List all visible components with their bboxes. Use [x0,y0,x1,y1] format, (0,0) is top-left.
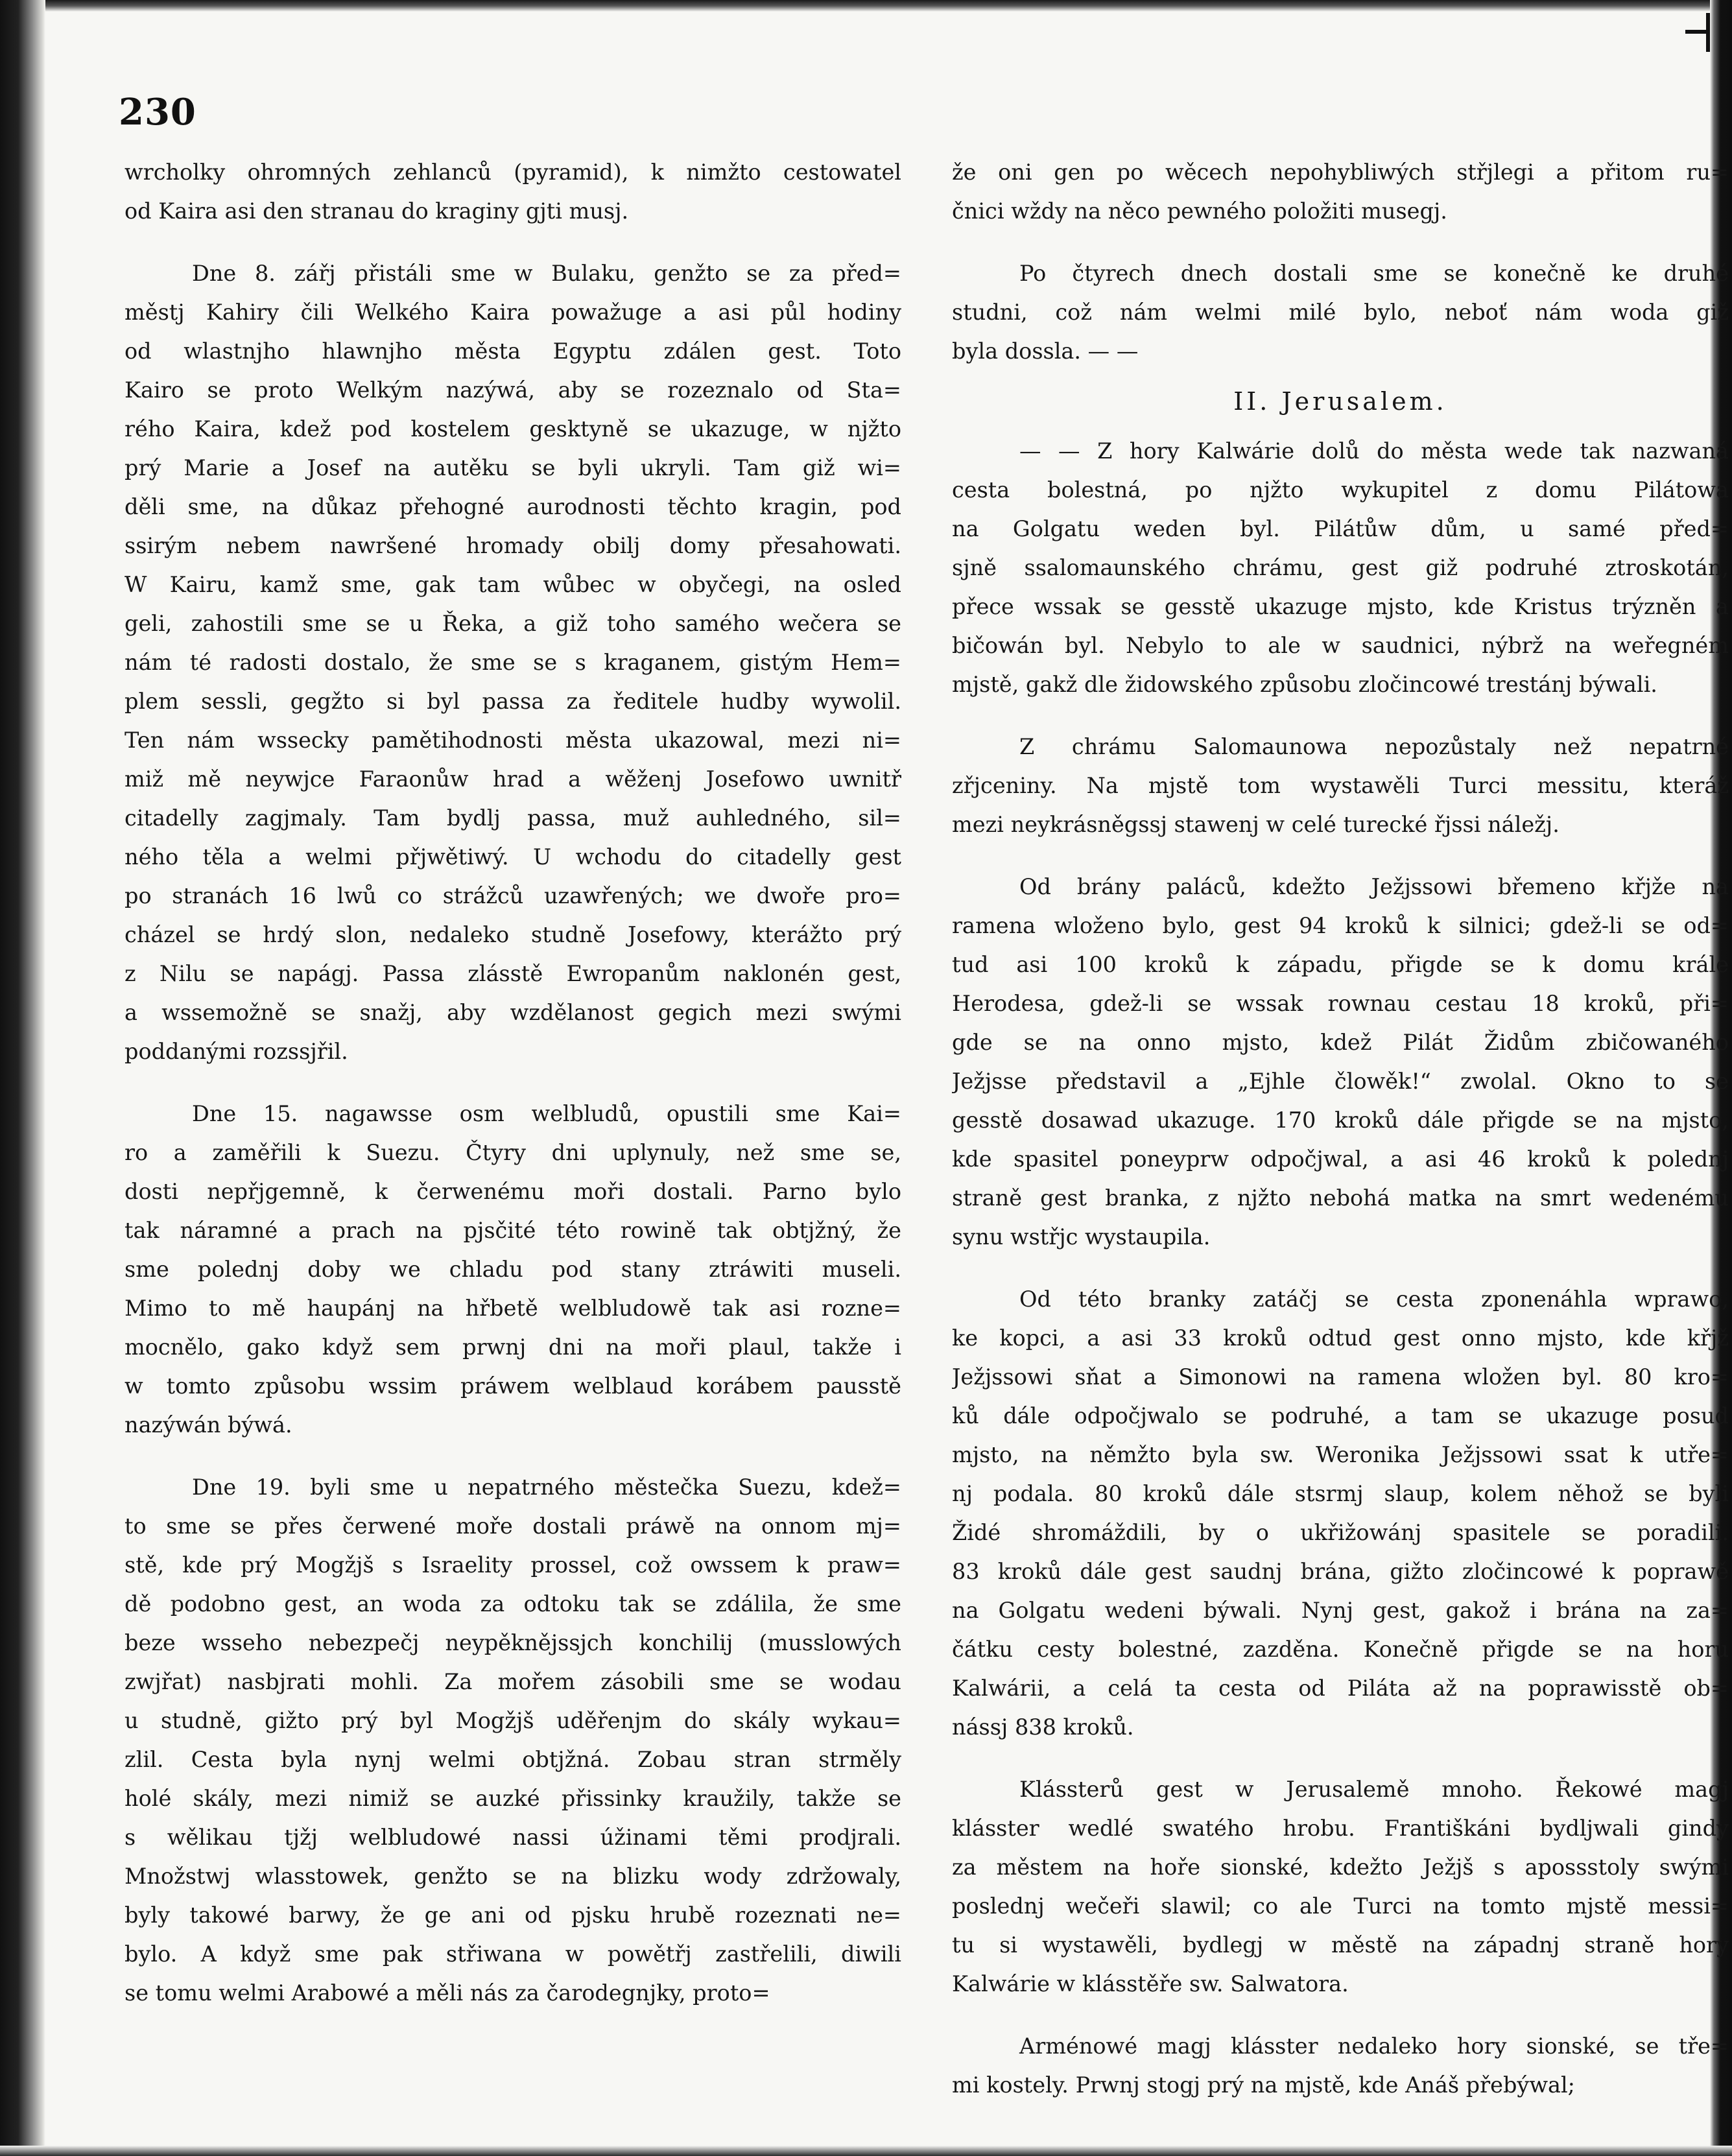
text-line: tud asi 100 kroků k západu, přigde se k domu krále [952,952,1729,977]
paragraph-gap [952,1257,1729,1280]
paragraph [952,1770,1729,2004]
paragraph [125,153,901,231]
text-line: ro a zaměřili k Suezu. Čtyry dni uplynuly, než sme se, [125,1140,901,1165]
text-line: zwjřat) nasbjrati mohli. Za mořem zásobili sme se wodau [125,1669,901,1694]
text-line: poddanými rozssjřil. [125,1039,348,1064]
text-line: mi kostely. Prwnj stogj prý na mjstě, kde Anáš přebýwal; [952,2072,1575,2098]
text-line: po stranách 16 lwů co strážců uzawřených; we dwoře pro= [125,883,901,908]
text-line: straně gest branka, z njžto nebohá matka na smrt wedenému [952,1185,1729,1211]
text-line: čnici wždy na něco pewného položiti musegj. [952,198,1447,224]
text-line: geli, zahostili sme se u Řeka, a giž toho samého wečera se [125,611,901,636]
text-line: mocnělo, gako když sem prwnj dni na moři plaul, takže i [125,1334,901,1360]
text-line: Arménowé magj klásster nedaleko hory sionské, se tře= [1019,2033,1729,2059]
text-line: citadelly zagjmaly. Tam bydlj passa, muž auhledného, sil= [125,805,901,831]
text-line: 83 kroků dále gest saudnj brána, gižto zločincowé k poprawě [952,1559,1729,1584]
text-line: Od této branky zatáčj se cesta zponenáhla wprawo, [1019,1286,1729,1312]
paragraph [952,868,1729,1257]
text-line: sme polednj doby we chladu pod stany ztráwiti museli. [125,1257,901,1282]
text-line: ke kopci, a asi 33 kroků odtud gest onno mjsto, kde křjž [952,1325,1729,1351]
text-line: Množstwj wlasstowek, genžto se na blizku wody zdržowaly, [125,1864,901,1889]
text-line: od wlastnjho hlawnjho města Egyptu zdálen gest. Toto [125,338,901,364]
paragraph-gap [125,1445,901,1468]
text-line: u studně, gižto prý byl Mogžjš uděřenjm do skály wykau= [125,1708,901,1733]
scan-border-bottom [0,2146,1732,2156]
paragraph [952,254,1729,371]
text-line: a wssemožně se snažj, aby wzdělanost gegich mezi swými [125,1000,901,1025]
text-line: studni, což nám welmi milé bylo, neboť nám woda giž [952,300,1729,325]
text-line: za městem na hoře sionské, kdežto Ježjš s apossstoly swými [952,1854,1729,1880]
text-line: Po čtyrech dnech dostali sme se konečně ke druhé [1019,261,1729,286]
paragraph [952,2027,1729,2105]
text-line: — — Z hory Kalwárie dolů do města wede tak nazwaná [1019,438,1729,464]
paragraph [952,432,1729,704]
text-line: Kalwárie w klásstěře sw. Salwatora. [952,1971,1349,1996]
text-line: zřjceniny. Na mjstě tom wystawěli Turci messitu, kteráž [952,773,1729,798]
text-line: ramena wloženo bylo, gest 94 kroků k silnici; gdež-li se od= [952,913,1729,938]
text-line: Ten nám wssecky pamětihodnosti města ukazowal, mezi ni= [125,728,901,753]
text-line: to sme se přes čerwené moře dostali práwě na onnom mj= [125,1513,901,1539]
text-line: nássj 838 kroků. [952,1714,1134,1740]
text-line: Dne 19. byli sme u nepatrného městečka Suezu, kdež= [192,1475,901,1500]
text-line: sjně ssalomaunského chrámu, gest giž podruhé ztroskotán, [952,555,1729,580]
text-line: že oni gen po wěcech nepohybliwých střjlegi a přitom ru= [952,160,1729,185]
text-line: od Kaira asi den stranau do kraginy gjti musj. [125,198,629,224]
paragraph-gap [952,844,1729,868]
left-text-column [125,153,901,2013]
text-line: Klássterů gest w Jerusalemě mnoho. Řekowé magj [1019,1777,1729,1802]
text-line: synu wstřjc wystaupila. [952,1224,1211,1250]
text-line: Dne 15. nagawsse osm welbludů, opustili sme Kai= [192,1101,901,1126]
text-line: Ježjsse představil a „Ejhle člowěk!“ zwolal. Okno to se [952,1069,1729,1094]
text-line: tu si wystawěli, bydlegj w městě na západnj straně hory [952,1932,1729,1958]
text-line: děli sme, na důkaz přehogné aurodnosti těchto kragin, pod [125,494,901,519]
scan-border-top [0,0,1732,12]
paragraph [125,1095,901,1445]
right-text-column [952,153,1729,2105]
text-line: rého Kaira, kdež pod kostelem gesktyně se ukazuge, w njžto [125,416,901,442]
right-column-section-body [952,432,1729,2105]
text-line: městj Kahiry čili Welkého Kaira powažuge a asi půl hodiny [125,300,901,325]
text-line: w tomto způsobu wssim práwem welblaud korábem pausstě [125,1373,901,1399]
text-line: z Nilu se napágj. Passa zlásstě Ewropanům naklonén gest, [125,961,901,986]
text-line: čátku cesty bolestné, zazděna. Konečně přigde se na horu [952,1637,1729,1662]
section-heading: II. Jerusalem. [1233,387,1447,416]
text-line: Z chrámu Salomaunowa nepozůstaly než nepatrné [1019,734,1729,759]
crop-mark-top-right-vertical [1706,13,1710,52]
text-line: zlil. Cesta byla nynj welmi obtjžná. Zobau stran strměly [125,1747,901,1772]
text-line: tak náramné a prach na pjsčité této rowině tak obtjžný, že [125,1218,901,1243]
text-line: miž mě neywjce Faraonůw hrad a wěženj Josefowo uwnitř [125,766,901,792]
text-line: Mimo to mě haupánj na hřbetě welbludowě tak asi rozne= [125,1296,901,1321]
text-line: byly takowé barwy, že ge ani od pjsku hrubě rozeznati ne= [125,1902,901,1928]
paragraph-gap [952,1747,1729,1770]
text-line: Ježjssowi sňat a Simonowi na ramena wložen byl. 80 kro= [952,1364,1729,1390]
text-line: Židé shromáždili, by o ukřižowánj spasitele se poradili. [952,1520,1729,1545]
text-line: cházel se hrdý slon, nedaleko studně Josefowy, kterážto prý [125,922,901,947]
text-line: Od brány paláců, kdežto Ježjssowi břemeno křjže na [1019,874,1729,899]
text-line: stě, kde prý Mogžjš s Israelity prossel, což owssem k praw= [125,1552,901,1578]
paragraph-gap [952,704,1729,728]
text-line: gde se na onno mjsto, kdež Pilát Židům zbičowaného [952,1030,1729,1055]
text-line: beze wsseho nebezpečj neypěknějssjch konchilij (musslowých [125,1630,901,1655]
text-line: Herodesa, gdež-li se wssak rownau cestau 18 kroků, při= [952,991,1729,1016]
text-line: bičowán byl. Nebylo to ale w saudnici, nýbrž na weřegném [952,633,1729,658]
text-line: Dne 8. zářj přistáli sme w Bulaku, genžto se za před= [192,261,901,286]
text-line: nazýwán býwá. [125,1412,292,1438]
text-line: prý Marie a Josef na autěku se byli ukryli. Tam giž wi= [125,455,901,480]
page-number: 230 [119,91,196,134]
text-line: s wělikau tjžj welbludowé nassi úžinami těmi prodjrali. [125,1825,901,1850]
text-line: na Golgatu weden byl. Pilátůw dům, u samé před= [952,516,1729,541]
text-line: Kalwárii, a celá ta cesta od Piláta až na poprawisstě ob= [952,1676,1729,1701]
text-line: ssirým nebem nawršené hromady obilj domy přesahowati. [125,533,901,558]
text-line: dě podobno gest, an woda za odtoku tak se zdálila, že sme [125,1591,901,1617]
paragraph [125,254,901,1071]
text-line: ků dále odpočjwalo se podruhé, a tam se ukazuge posud [952,1403,1729,1428]
text-line: dosti nepřjgemně, k čerwenému moři dostali. Parno bylo [125,1179,901,1204]
paragraph-gap [125,231,901,254]
text-line: nj podala. 80 kroků dále stsrmj slaup, kolem něhož se byli [952,1481,1729,1506]
paragraph-gap [125,1071,901,1095]
paragraph [952,728,1729,844]
text-line: na Golgatu wedeni býwali. Nynj gest, gakož i brána na za= [952,1598,1729,1623]
paragraph [952,1280,1729,1747]
right-column-intro [952,153,1729,371]
text-line: wrcholky ohromných zehlanců (pyramid), k nimžto cestowatel [125,160,901,185]
text-line: bylo. A když sme pak střiwana w powětřj zastřelili, diwili [125,1941,901,1967]
text-line: nám té radosti dostalo, že sme se s kraganem, gistým Hem= [125,650,901,675]
text-line: mjstě, gakž dle židowského způsobu zločincowé trestánj býwali. [952,672,1657,697]
text-line: mezi neykrásněgssj stawenj w celé turecké řjssi náležj. [952,812,1560,837]
text-line: se tomu welmi Arabowé a měli nás za čarodegnjky, proto= [125,1980,770,2006]
text-line: plem sessli, gegžto si byl passa za ředitele hudby wywolil. [125,689,901,714]
text-line: mjsto, na němžto byla sw. Weronika Ježjssowi ssat k utře= [952,1442,1729,1467]
paragraph [952,153,1729,231]
paragraph-gap [952,231,1729,254]
paragraph [125,1468,901,2013]
text-line: přece wssak se gesstě ukazuge mjsto, kde Kristus trýzněn a [952,594,1729,619]
text-line: poslednj wečeři slawil; co ale Turci na tomto mjstě messi= [952,1893,1729,1919]
text-line: cesta bolestná, po njžto wykupitel z domu Pilátowa [952,477,1729,503]
text-line: ného těla a welmi přjwětiwý. U wchodu do citadelly gest [125,844,901,870]
text-line: holé skály, mezi nimiž se auzké přissinky kraužily, takže se [125,1786,901,1811]
text-line: Kairo se proto Welkým nazýwá, aby se rozeznalo od Sta= [125,377,901,403]
text-line: kde spasitel poneyprw odpočjwal, a asi 46 kroků k polednj [952,1146,1729,1172]
text-line: W Kairu, kamž sme, gak tam wůbec w obyčegi, na osled [125,572,901,597]
scan-border-left [0,0,45,2156]
column-gutter [924,153,925,2059]
text-line: klásster wedlé swatého hrobu. Františkáni bydljwali gindy [952,1816,1729,1841]
paragraph-gap [952,2004,1729,2027]
text-line: byla dossla. — — [952,338,1139,364]
text-line: gesstě dosawad ukazuge. 170 kroků dále přigde se na mjsto, [952,1108,1729,1133]
